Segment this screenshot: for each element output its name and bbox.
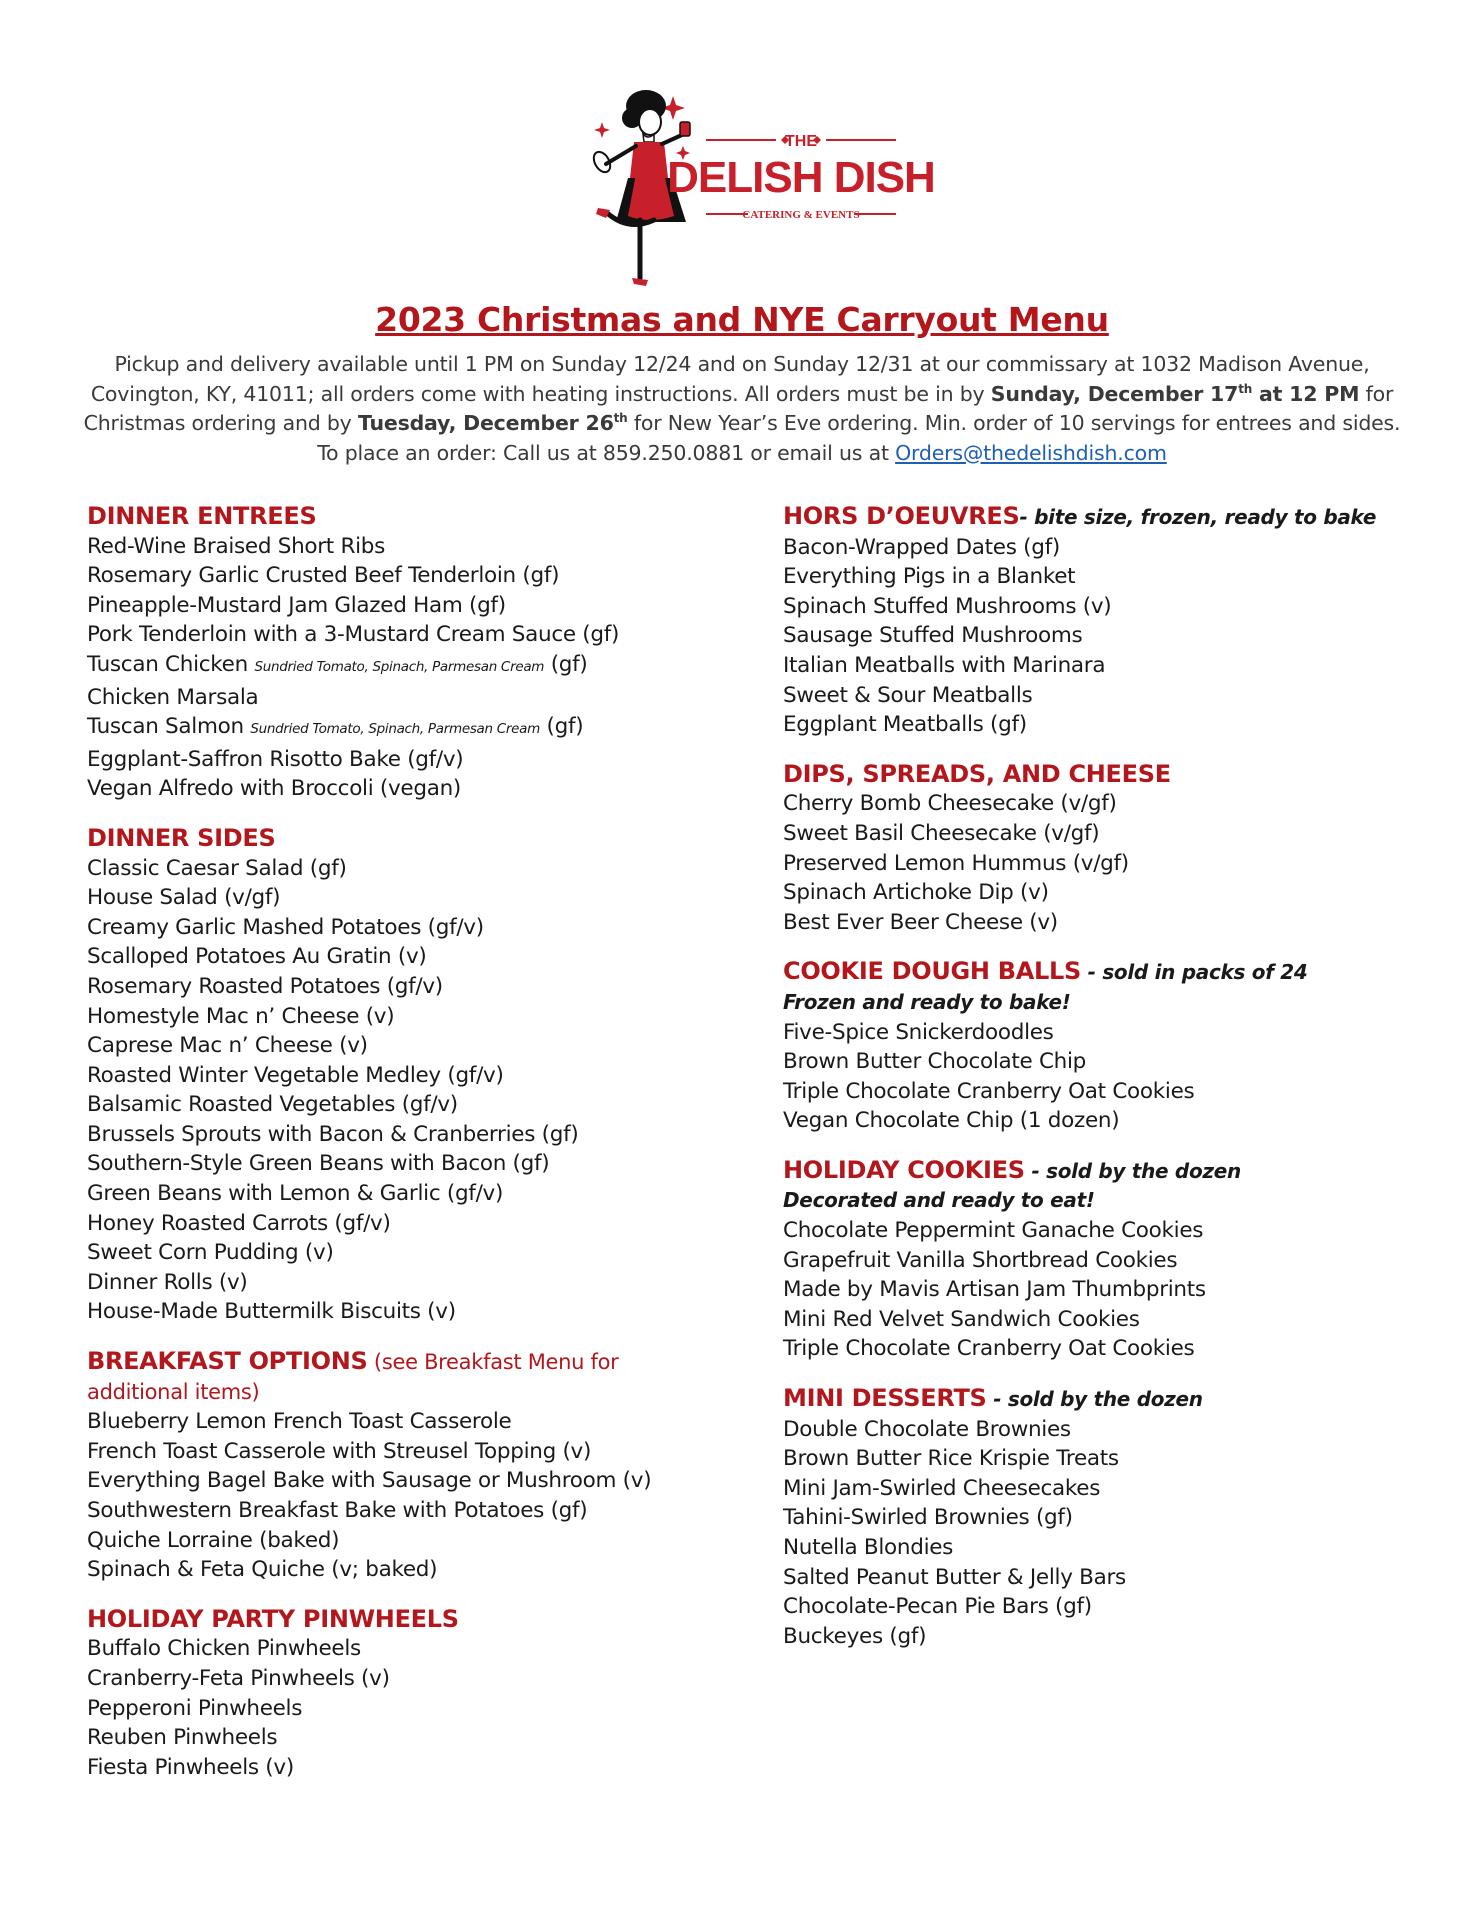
right-column bbox=[783, 502, 1423, 1671]
menu-item: House-Made Buttermilk Biscuits (v) bbox=[87, 1299, 456, 1325]
menu-item: Brown Butter Chocolate Chip bbox=[783, 1049, 1087, 1075]
menu-item: Pepperoni Pinwheels bbox=[87, 1695, 303, 1721]
section-dips-spreads-cheese bbox=[783, 760, 1423, 938]
menu-item: Mini Red Velvet Sandwich Cookies bbox=[783, 1306, 1140, 1332]
menu-item: Everything Pigs in a Blanket bbox=[783, 564, 1076, 590]
section-dinner-sides bbox=[87, 824, 707, 1327]
section-heading: COOKIE DOUGH BALLS bbox=[783, 957, 1081, 986]
menu-item: Creamy Garlic Mashed Potatoes (gf/v) bbox=[87, 914, 484, 940]
menu-item: Quiche Lorraine (baked) bbox=[87, 1527, 340, 1553]
section-note: - sold in packs of 24 bbox=[1081, 960, 1308, 985]
menu-item: Sweet Basil Cheesecake (v/gf) bbox=[783, 820, 1100, 846]
menu-item: Rosemary Roasted Potatoes (gf/v) bbox=[87, 973, 443, 999]
menu-item: Italian Meatballs with Marinara bbox=[783, 652, 1106, 678]
menu-item: Red-Wine Braised Short Ribs bbox=[87, 533, 386, 559]
menu-item: Honey Roasted Carrots (gf/v) bbox=[87, 1210, 391, 1236]
intro-text: for Christmas ordering and by bbox=[83, 381, 1394, 435]
menu-item: Double Chocolate Brownies bbox=[783, 1416, 1071, 1442]
section-holiday-party-pinwheels bbox=[87, 1605, 707, 1783]
menu-item: Tuscan Chicken Sundried Tomato, Spinach, Parmesan Cream (gf) bbox=[87, 651, 588, 677]
menu-item: Grapefruit Vanilla Shortbread Cookies bbox=[783, 1247, 1178, 1273]
intro-text: Pickup and delivery available until 1 PM on Sunday 12/24 and on Sunday 12/31 at our commissary at 1032 Madison Avenue, Covington, KY, 41011; all orders come with heating instructions. All orders must be in by bbox=[90, 352, 1370, 406]
menu-item: Dinner Rolls (v) bbox=[87, 1269, 248, 1295]
order-email-link[interactable]: Orders@thedelishdish.com bbox=[895, 440, 1167, 465]
menu-item: Blueberry Lemon French Toast Casserole bbox=[87, 1409, 512, 1435]
section-heading-line bbox=[783, 957, 1423, 988]
menu-item: Eggplant-Saffron Risotto Bake (gf/v) bbox=[87, 746, 464, 772]
section-heading-line bbox=[87, 1347, 707, 1407]
menu-item: Chocolate Peppermint Ganache Cookies bbox=[783, 1218, 1204, 1244]
menu-item: Best Ever Beer Cheese (v) bbox=[783, 909, 1058, 935]
menu-item: Pineapple-Mustard Jam Glazed Ham (gf) bbox=[87, 592, 506, 618]
menu-item: Roasted Winter Vegetable Medley (gf/v) bbox=[87, 1062, 504, 1088]
item-detail: Sundried Tomato, Spinach, Parmesan Cream bbox=[250, 721, 540, 738]
menu-item: Green Beans with Lemon & Garlic (gf/v) bbox=[87, 1181, 504, 1207]
menu-item: Salted Peanut Butter & Jelly Bars bbox=[783, 1564, 1126, 1590]
section-subnote: Frozen and ready to bake! bbox=[783, 989, 1071, 1014]
nye-deadline: Tuesday, December 26th bbox=[357, 411, 628, 435]
intro-paragraph bbox=[60, 350, 1424, 468]
section-note: - bite size, frozen, ready to bake bbox=[1019, 505, 1377, 529]
section-heading: BREAKFAST OPTIONS bbox=[87, 1347, 368, 1376]
menu-item: Southern-Style Green Beans with Bacon (gf) bbox=[87, 1151, 550, 1177]
menu-item: Five-Spice Snickerdoodles bbox=[783, 1019, 1054, 1045]
menu-item: French Toast Casserole with Streusel Topping (v) bbox=[87, 1438, 592, 1464]
menu-item: Preserved Lemon Hummus (v/gf) bbox=[783, 850, 1129, 876]
section-note: - sold by the dozen bbox=[1024, 1158, 1241, 1183]
section-hors-doeuvres bbox=[783, 502, 1423, 740]
menu-item: Eggplant Meatballs (gf) bbox=[783, 712, 1027, 738]
menu-item: Chocolate-Pecan Pie Bars (gf) bbox=[783, 1594, 1092, 1620]
svg-text:THE: THE bbox=[785, 133, 817, 150]
order-line: To place an order: Call us at 859.250.0881 or email us at bbox=[317, 440, 896, 465]
menu-item: Sweet Corn Pudding (v) bbox=[87, 1240, 334, 1266]
section-heading: HOLIDAY COOKIES bbox=[783, 1155, 1025, 1184]
menu-item: Tahini-Swirled Brownies (gf) bbox=[783, 1505, 1073, 1531]
menu-item: Fiesta Pinwheels (v) bbox=[87, 1754, 294, 1780]
menu-item: Bacon-Wrapped Dates (gf) bbox=[783, 534, 1060, 560]
menu-item: Buffalo Chicken Pinwheels bbox=[87, 1636, 361, 1662]
intro-text: for New Year’s Eve ordering. Min. order of 10 servings for entrees and sides. bbox=[627, 411, 1401, 435]
menu-item: Sausage Stuffed Mushrooms bbox=[783, 623, 1083, 649]
menu-item: Spinach Artichoke Dip (v) bbox=[783, 880, 1049, 906]
section-heading: DINNER ENTREES bbox=[87, 502, 317, 530]
svg-text:DELISH DISH: DELISH DISH bbox=[667, 153, 935, 202]
menu-item: Buckeyes (gf) bbox=[783, 1623, 927, 1649]
menu-item: Homestyle Mac n’ Cheese (v) bbox=[87, 1003, 395, 1029]
section-dinner-entrees bbox=[87, 502, 707, 804]
menu-item: Triple Chocolate Cranberry Oat Cookies bbox=[783, 1336, 1195, 1362]
section-heading: DIPS, SPREADS, AND CHEESE bbox=[783, 759, 1171, 788]
section-heading-line bbox=[783, 1156, 1423, 1187]
menu-item: Rosemary Garlic Crusted Beef Tenderloin (gf) bbox=[87, 563, 560, 589]
section-subnote: Decorated and ready to eat! bbox=[783, 1188, 1095, 1213]
menu-item: Everything Bagel Bake with Sausage or Mushroom (v) bbox=[87, 1468, 652, 1494]
menu-item: Made by Mavis Artisan Jam Thumbprints bbox=[783, 1277, 1206, 1303]
christmas-deadline: Sunday, December 17th at 12 PM bbox=[990, 381, 1360, 406]
menu-item: Spinach Stuffed Mushrooms (v) bbox=[783, 593, 1112, 619]
section-mini-desserts bbox=[783, 1384, 1423, 1651]
section-note: - sold by the dozen bbox=[986, 1387, 1203, 1412]
section-holiday-cookies bbox=[783, 1156, 1423, 1364]
menu-item: Sweet & Sour Meatballs bbox=[783, 682, 1033, 708]
section-heading-line bbox=[783, 502, 1423, 533]
menu-item: House Salad (v/gf) bbox=[87, 885, 281, 911]
delish-dish-logo bbox=[588, 82, 988, 298]
brand-wordmark bbox=[667, 133, 935, 221]
menu-item: Reuben Pinwheels bbox=[87, 1725, 278, 1751]
section-heading: MINI DESSERTS bbox=[783, 1384, 987, 1413]
menu-item: Southwestern Breakfast Bake with Potatoes (gf) bbox=[87, 1498, 588, 1523]
menu-item: Caprese Mac n’ Cheese (v) bbox=[87, 1033, 368, 1059]
section-heading: HORS D’OEUVRES bbox=[783, 502, 1020, 530]
menu-item: Balsamic Roasted Vegetables (gf/v) bbox=[87, 1092, 458, 1118]
section-heading: DINNER SIDES bbox=[87, 823, 276, 852]
menu-item: Brussels Sprouts with Bacon & Cranberries (gf) bbox=[87, 1121, 579, 1147]
menu-item: Cherry Bomb Cheesecake (v/gf) bbox=[783, 791, 1117, 817]
menu-item: Vegan Chocolate Chip (1 dozen) bbox=[783, 1108, 1120, 1134]
menu-item: Classic Caesar Salad (gf) bbox=[87, 855, 347, 881]
menu-item: Nutella Blondies bbox=[783, 1535, 954, 1560]
menu-item: Cranberry-Feta Pinwheels (v) bbox=[87, 1665, 390, 1691]
menu-item: Pork Tenderloin with a 3-Mustard Cream Sauce (gf) bbox=[87, 622, 620, 648]
left-column bbox=[87, 502, 707, 1802]
menu-item: Spinach & Feta Quiche (v; baked) bbox=[87, 1557, 438, 1583]
menu-item: Scalloped Potatoes Au Gratin (v) bbox=[87, 944, 427, 970]
menu-item: Vegan Alfredo with Broccoli (vegan) bbox=[87, 776, 462, 802]
page-title: 2023 Christmas and NYE Carryout Menu bbox=[375, 300, 1109, 339]
menu-item: Brown Butter Rice Krispie Treats bbox=[783, 1446, 1119, 1472]
menu-item: Triple Chocolate Cranberry Oat Cookies bbox=[783, 1078, 1195, 1104]
section-breakfast-options bbox=[87, 1347, 707, 1585]
item-detail: Sundried Tomato, Spinach, Parmesan Cream bbox=[254, 658, 545, 675]
menu-item: Mini Jam-Swirled Cheesecakes bbox=[783, 1475, 1101, 1501]
menu-item: Chicken Marsala bbox=[87, 684, 259, 710]
section-cookie-dough-balls bbox=[783, 957, 1423, 1136]
breakfast-menu-note: (see Breakfast Menu for additional items) bbox=[87, 1350, 619, 1404]
section-heading-line bbox=[783, 1384, 1423, 1415]
menu-item: Tuscan Salmon Sundried Tomato, Spinach, Parmesan Cream (gf) bbox=[87, 714, 584, 740]
section-heading: HOLIDAY PARTY PINWHEELS bbox=[87, 1604, 459, 1633]
svg-text:CATERING & EVENTS: CATERING & EVENTS bbox=[742, 209, 860, 221]
